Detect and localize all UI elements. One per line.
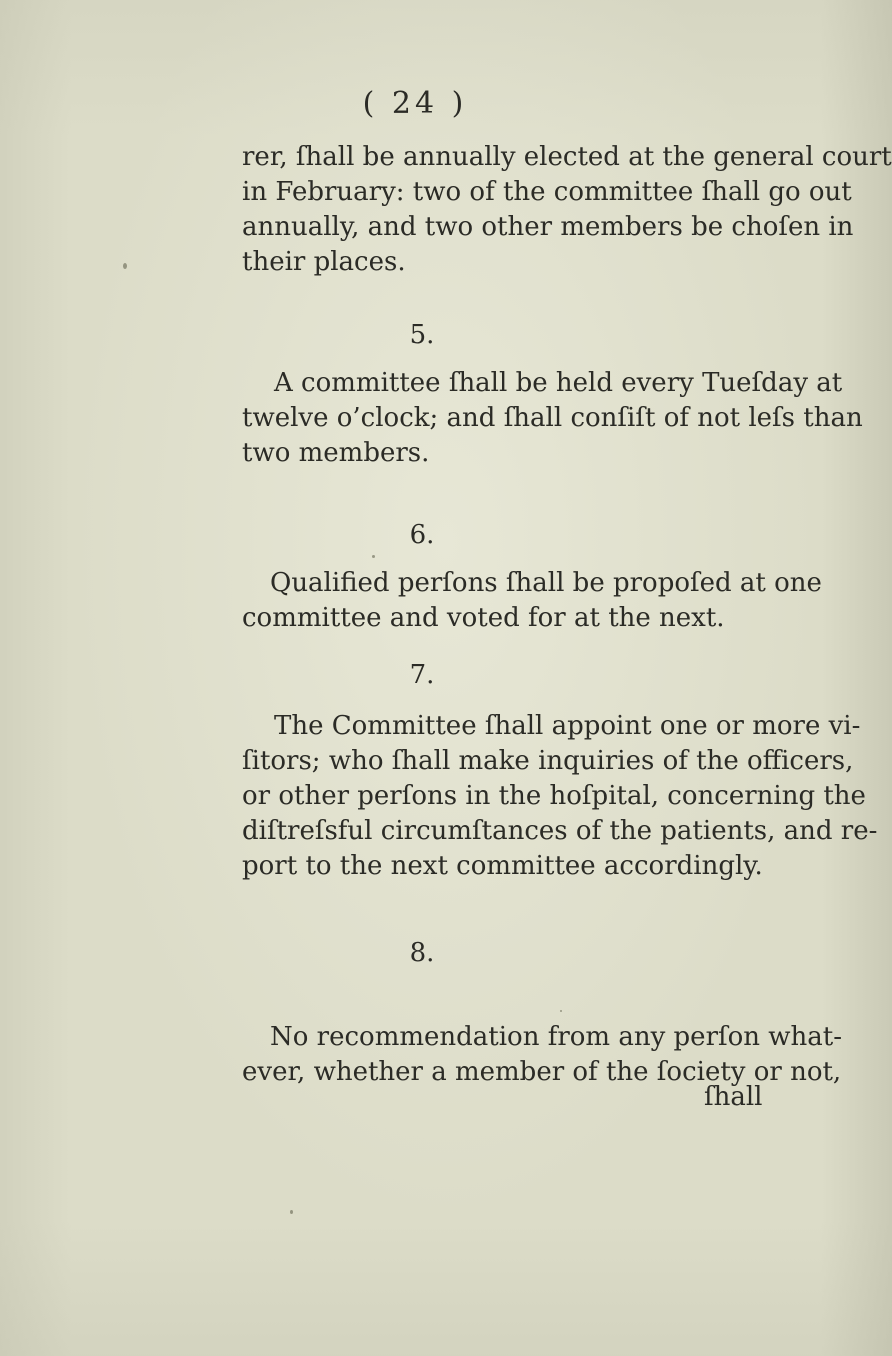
section-number: 7. (409, 660, 435, 690)
text-line: port to the next committee accordingly. (242, 851, 763, 881)
paper-speck (123, 263, 127, 269)
text-line: The Committee ſhall appoint one or more vi- (274, 711, 861, 741)
section-paragraph (242, 709, 878, 884)
catchword: ſhall (704, 1082, 763, 1112)
paragraph-continuation (242, 140, 892, 280)
text-line: Qualified perſons ſhall be propoſed at one (270, 568, 822, 598)
paper-speck (560, 1010, 562, 1012)
text-line: two members. (242, 438, 430, 468)
section-number: 8. (409, 938, 435, 968)
paper-speck (290, 1210, 293, 1214)
text-line: annually, and two other members be choſen in (242, 212, 854, 242)
text-line: in February: two of the committee ſhall go out (242, 177, 852, 207)
page-number: ( 24 ) (362, 86, 468, 121)
paper-speck (372, 555, 375, 558)
text-line: twelve o’clock; and ſhall conſiſt of not leſs than (242, 403, 863, 433)
text-line: A committee ſhall be held every Tueſday at (274, 368, 843, 398)
section-number: 5. (409, 320, 435, 350)
text-line: ever, whether a member of the ſociety or not, (242, 1057, 842, 1087)
text-line: or other perſons in the hoſpital, concerning the (242, 781, 866, 811)
text-line: committee and voted for at the next. (242, 603, 725, 633)
text-line: No recommendation from any perſon what- (270, 1022, 843, 1052)
section-paragraph (242, 366, 863, 471)
text-line: rer, ſhall be annually elected at the general court (242, 142, 892, 172)
section-paragraph (242, 566, 822, 636)
text-line: their places. (242, 247, 406, 277)
section-number: 6. (409, 520, 435, 550)
text-line: diſtreſsful circumſtances of the patients, and re- (242, 816, 878, 846)
section-paragraph (242, 1020, 843, 1090)
text-line: ſitors; who ſhall make inquiries of the officers, (242, 746, 854, 776)
